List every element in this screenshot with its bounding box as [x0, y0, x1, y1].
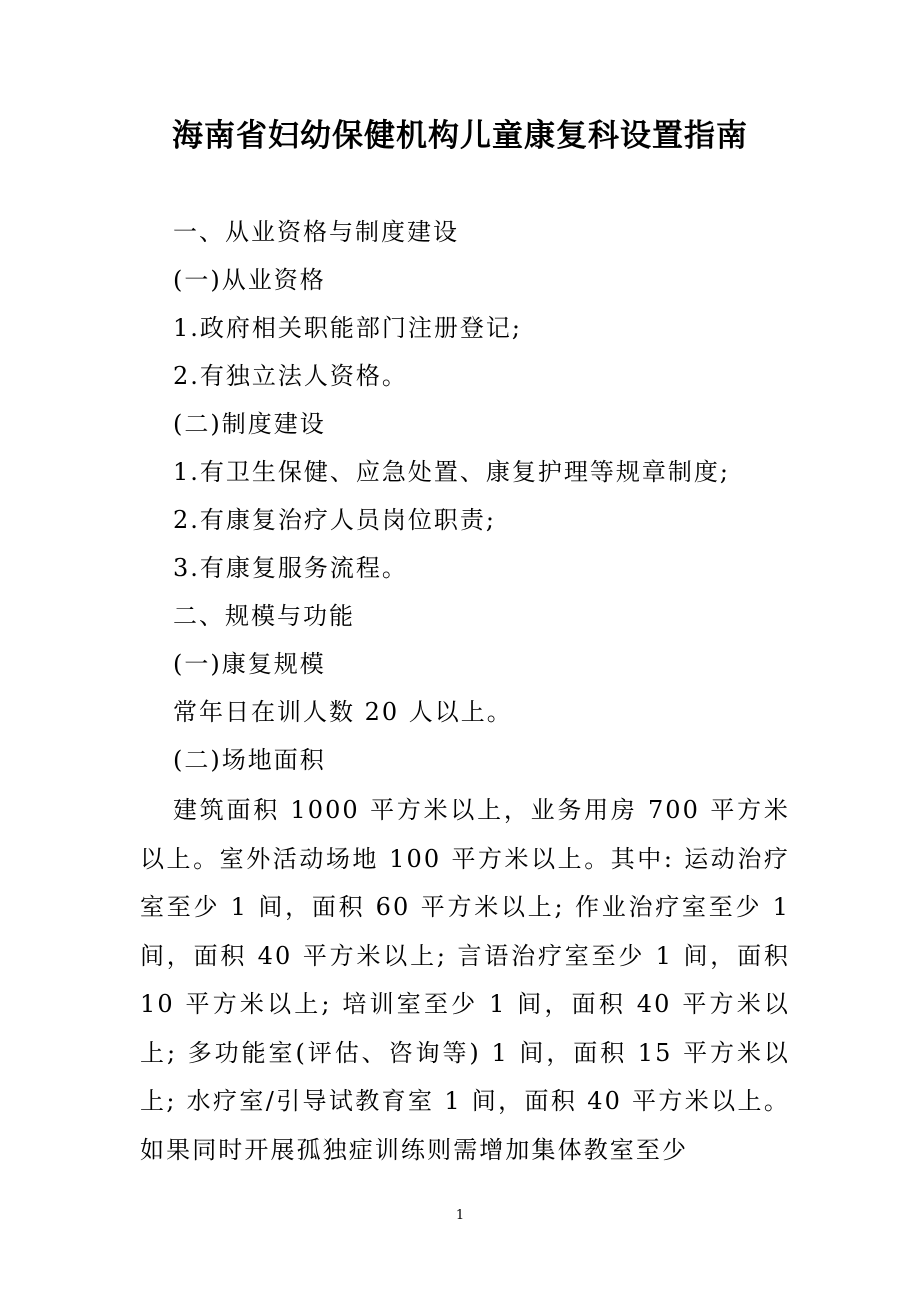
list-item: 2.有康复治疗人员岗位职责; — [173, 506, 496, 534]
subsection-heading: (二)制度建设 — [173, 410, 326, 438]
body-text: 常年日在训人数 20 人以上。 — [173, 698, 513, 726]
page-number: 1 — [455, 1208, 465, 1223]
list-item: 2.有独立法人资格。 — [173, 362, 408, 390]
body-paragraph: 建筑面积 1000 平方米以上，业务用房 700 平方米以上。室外活动场地 100 平方米以上。其中: 运动治疗室至少 1 间，面积 60 平方米以上; 作业治疗室至少 1 间，面积 40 平方米以上; 言语治疗室至少 1 间，面积 10 平方米以上; 培训室至少 1 间，面积 40 平方米以上; 多功能室(评估、咨询等) 1 间，面积 15 平方米以上; 水疗室/引导试教育室 1 间，面积 40 平方米以上。如果同时开展孤独症训练则需增加集体教室至少 — [140, 796, 790, 1164]
subsection-heading: (一)从业资格 — [173, 266, 326, 294]
list-item: 3.有康复服务流程。 — [173, 554, 408, 582]
subsection-heading: (一)康复规模 — [173, 650, 326, 678]
list-item: 1.有卫生保健、应急处置、康复护理等规章制度; — [173, 458, 730, 486]
section-heading-2: 二、规模与功能 — [173, 602, 355, 630]
section-heading-1: 一、从业资格与制度建设 — [173, 218, 459, 246]
document-title: 海南省妇幼保健机构儿童康复科设置指南 — [172, 118, 748, 154]
list-item: 1.政府相关职能部门注册登记; — [173, 314, 522, 342]
subsection-heading: (二)场地面积 — [173, 746, 326, 774]
